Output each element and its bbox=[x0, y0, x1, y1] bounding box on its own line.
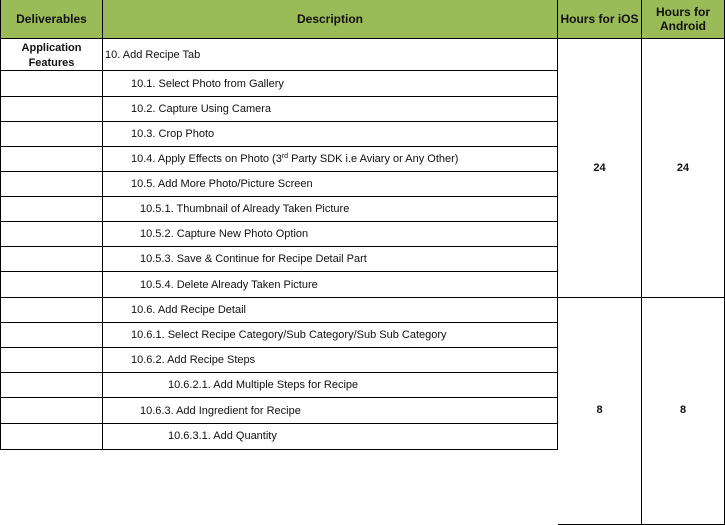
description-cell: 10.5.2. Capture New Photo Option bbox=[103, 222, 558, 247]
deliverable-cell bbox=[0, 298, 103, 323]
deliverable-cell bbox=[0, 97, 103, 122]
deliverable-cell bbox=[0, 398, 103, 424]
header-hours-android-line1: Hours for bbox=[656, 5, 710, 19]
section-label-cell bbox=[0, 39, 103, 71]
header-description: Description bbox=[103, 0, 558, 39]
description-cell: 10.5.1. Thumbnail of Already Taken Picture bbox=[103, 197, 558, 222]
description-cell: 10.5.3. Save & Continue for Recipe Detail Part bbox=[103, 247, 558, 272]
deliverable-cell bbox=[0, 373, 103, 398]
header-row bbox=[0, 0, 725, 39]
deliverable-cell bbox=[0, 197, 103, 222]
deliverable-cell bbox=[0, 122, 103, 147]
header-hours-android bbox=[642, 0, 725, 39]
description-cell: 10.5. Add More Photo/Picture Screen bbox=[103, 172, 558, 197]
description-cell bbox=[103, 147, 558, 172]
section-label-line2: Features bbox=[28, 57, 75, 69]
hours-ios-group2: 8 bbox=[558, 298, 642, 525]
deliverable-cell bbox=[0, 323, 103, 348]
description-cell: 10.6. Add Recipe Detail bbox=[103, 298, 558, 323]
deliverable-cell bbox=[0, 147, 103, 172]
description-text: 10.4. Apply Effects on Photo (3rd Party SDK i.e Aviary or Any Other) bbox=[131, 153, 459, 165]
deliverable-cell bbox=[0, 172, 103, 197]
description-cell: 10.6.3.1. Add Quantity bbox=[103, 424, 558, 450]
section-label-line1: Application bbox=[21, 42, 82, 54]
description-cell: 10.6.1. Select Recipe Category/Sub Category/Sub Sub Category bbox=[103, 323, 558, 348]
header-hours-android-line2: Android bbox=[660, 19, 706, 33]
hours-android-group1: 24 bbox=[642, 39, 725, 298]
description-cell: 10.3. Crop Photo bbox=[103, 122, 558, 147]
hours-ios-group1: 24 bbox=[558, 39, 642, 298]
deliverable-cell bbox=[0, 222, 103, 247]
deliverable-cell bbox=[0, 424, 103, 450]
description-cell: 10.2. Capture Using Camera bbox=[103, 97, 558, 122]
description-cell: 10.6.3. Add Ingredient for Recipe bbox=[103, 398, 558, 424]
deliverable-cell bbox=[0, 348, 103, 373]
deliverable-cell bbox=[0, 272, 103, 298]
description-cell: 10. Add Recipe Tab bbox=[103, 39, 558, 71]
header-deliverables: Deliverables bbox=[0, 0, 103, 39]
description-cell: 10.5.4. Delete Already Taken Picture bbox=[103, 272, 558, 298]
header-hours-ios: Hours for iOS bbox=[558, 0, 642, 39]
description-cell: 10.1. Select Photo from Gallery bbox=[103, 71, 558, 97]
description-cell: 10.6.2. Add Recipe Steps bbox=[103, 348, 558, 373]
deliverable-cell bbox=[0, 71, 103, 97]
deliverable-cell bbox=[0, 247, 103, 272]
hours-android-group2: 8 bbox=[642, 298, 725, 525]
description-cell: 10.6.2.1. Add Multiple Steps for Recipe bbox=[103, 373, 558, 398]
